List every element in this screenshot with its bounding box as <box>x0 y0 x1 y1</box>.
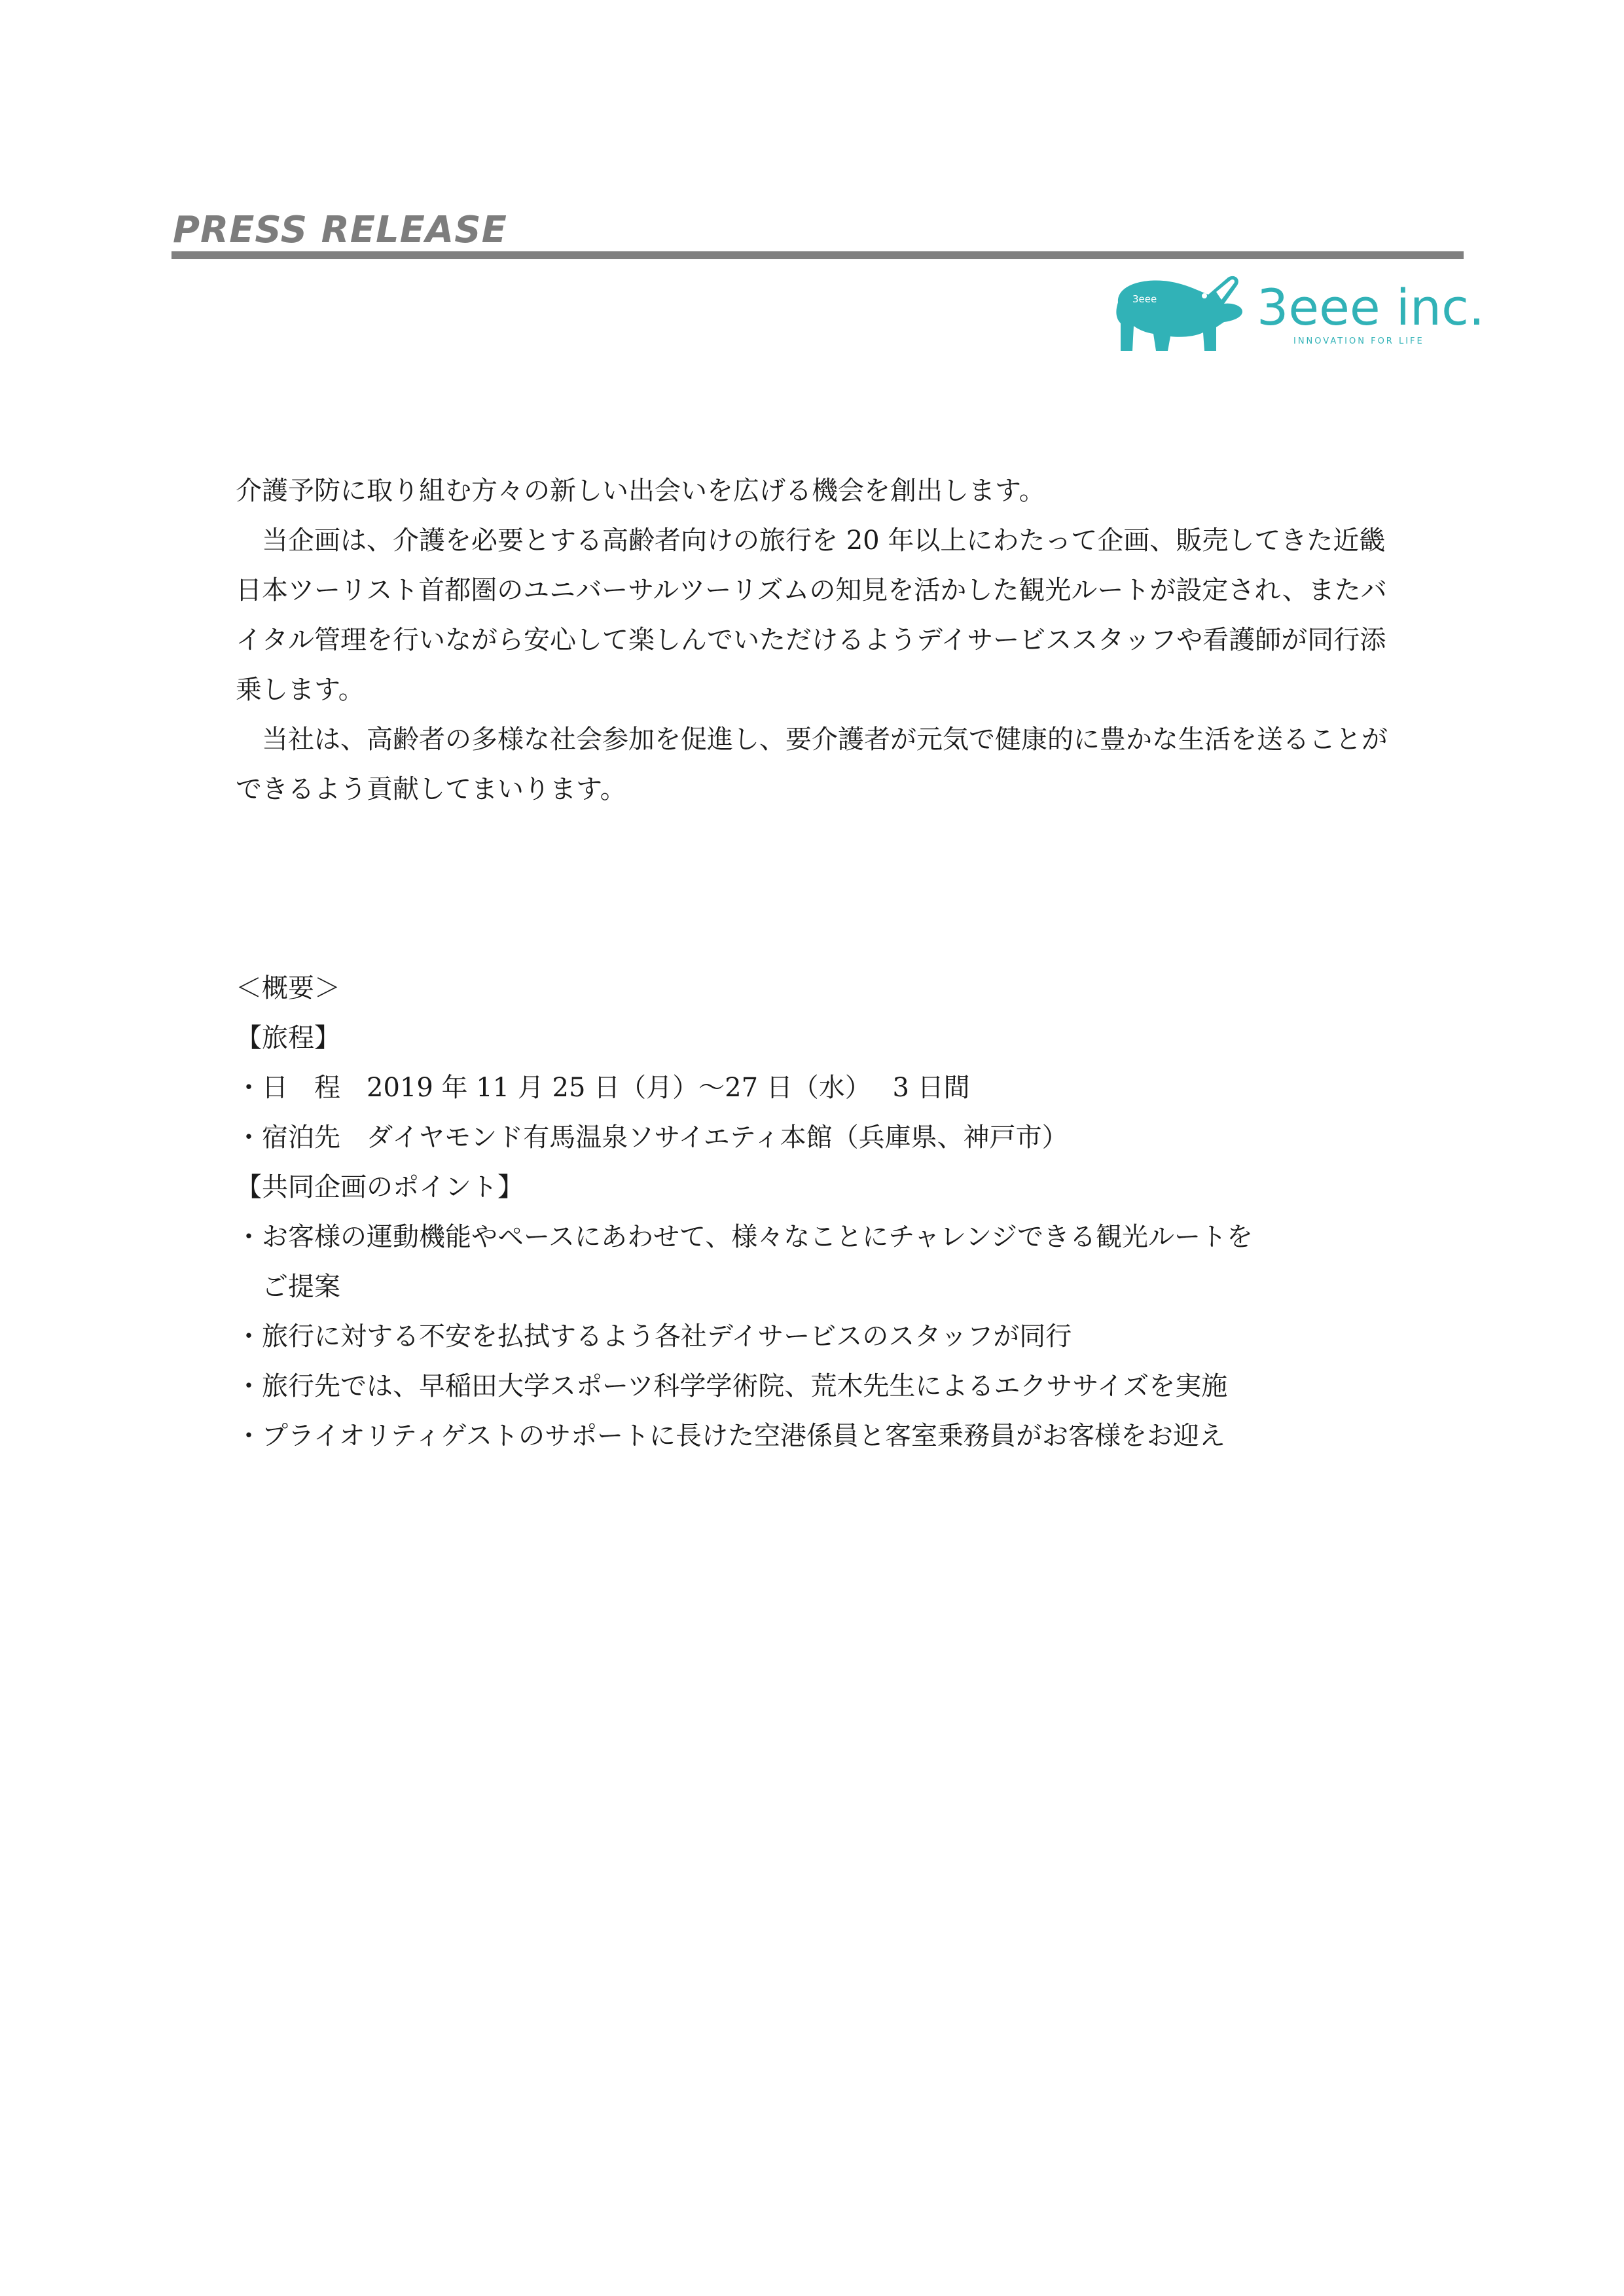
schedule-line: ・日 程 2019 年 11 月 25 日（月）～27 日（水） 3 日間 <box>236 1073 970 1103</box>
itinerary-heading: 【旅程】 <box>236 1023 340 1053</box>
company-tagline: INNOVATION FOR LIFE <box>1293 336 1424 346</box>
point-item: ・旅行先では、早稲田大学スポーツ科学学術院、荒木先生によるエクササイズを実施 <box>236 1371 1228 1401</box>
company-name: 3eee inc. <box>1257 278 1485 336</box>
header-rule <box>171 251 1464 259</box>
body-paragraph: 当社は、高齢者の多様な社会参加を促進し、要介護者が元気で健康的に豊かな生活を送ることができるよう貢献してまいります。 <box>236 725 1388 804</box>
lodging-line: ・宿泊先 ダイヤモンド有馬温泉ソサイエティ本館（兵庫県、神戸市） <box>236 1122 1068 1153</box>
release-body <box>236 466 1401 1461</box>
press-release-label: PRESS RELEASE <box>173 209 507 251</box>
points-heading: 【共同企画のポイント】 <box>236 1172 524 1202</box>
company-logo <box>1106 268 1485 360</box>
point-item-continuation: ご提案 <box>262 1272 340 1302</box>
body-paragraph: 当企画は、介護を必要とする高齢者向けの旅行を 20 年以上にわたって企画、販売してきた近畿日本ツーリスト首都圏のユニバーサルツーリズムの知見を活かした観光ルートが設定され、またバイタル管理を行いながら安心して楽しんでいただけるようデイサービススタッフや看護師が同行添乗します。 <box>236 526 1387 705</box>
point-item: ・プライオリティゲストのサポートに長けた空港係員と客室乗務員がお客様をお迎え <box>236 1421 1225 1451</box>
hippo-icon <box>1106 268 1250 360</box>
point-item: ・お客様の運動機能やペースにあわせて、様々なことにチャレンジできる観光ルートを <box>236 1222 1253 1252</box>
overview-heading: ＜概要＞ <box>236 973 340 1003</box>
logo-mark-text: 3eee <box>1132 293 1157 305</box>
section-spacer <box>236 814 1401 963</box>
lead-paragraph: 介護予防に取り組む方々の新しい出会いを広げる機会を創出します。 <box>236 476 1045 506</box>
point-item: ・旅行に対する不安を払拭するよう各社デイサービスのスタッフが同行 <box>236 1321 1072 1352</box>
